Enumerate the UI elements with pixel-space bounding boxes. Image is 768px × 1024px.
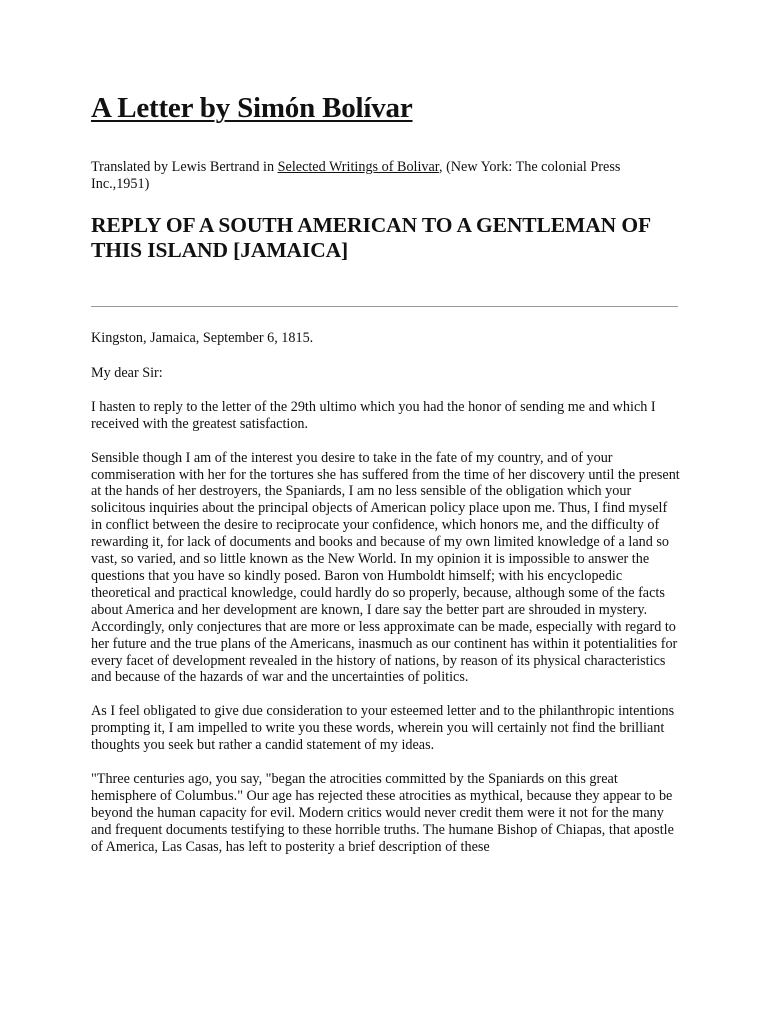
paragraph-2: Sensible though I am of the interest you desire to take in the fate of my country, and of your commiseration with her for the tortures she has suffered from the time of her discovery until the present at the hands of her destroyers, the Spaniards, I am no less sensible of the obligation which your solicitous inquiries about the principal objects of American policy place upon me. Thus, I find myself in conflict between the desire to reciprocate your confidence, which honors me, and the difficulty of rewarding it, for lack of documents and books and because of my own limited knowledge of a land so vast, so varied, and so little known as the New World. In my opinion it is impossible to answer the questions that you have so kindly posed. Baron von Humboldt himself; with his encyclopedic theoretical and practical knowledge, could hardly do so properly, because, although some of the facts about America and her development are known, I dare say the better part are shrouded in mystery. Accordingly, only conjectures that are more or less approximate can be made, especially with regard to her future and the true plans of the Americans, inasmuch as our continent has within it potentialities for every facet of development revealed in the history of nations, by reason of its physical characteristics and because of the hazards of war and the uncertainties of politics. [91, 449, 680, 686]
translator-credit [91, 159, 681, 193]
section-divider [91, 306, 678, 307]
letter-subtitle: REPLY OF A SOUTH AMERICAN TO A GENTLEMAN OF THIS ISLAND [JAMAICA] [91, 213, 651, 262]
translator-suffix: , (New York: The colonial Press Inc.,1951) [91, 159, 621, 192]
paragraph-1: I hasten to reply to the letter of the 29th ultimo which you had the honor of sending me and which I received with the greatest satisfaction. [91, 398, 656, 432]
paragraph-4: "Three centuries ago, you say, "began the atrocities committed by the Spaniards on this great hemisphere of Columbus." Our age has rejected these atrocities as mythical, because they appear to be beyond the human capacity for evil. Modern critics would never credit them were it not for the many and frequent documents testifying to these horrible truths. The humane Bishop of Chiapas, that apostle of America, Las Casas, has left to posterity a brief description of these [91, 771, 674, 855]
translator-prefix: Translated by Lewis Bertrand in [91, 159, 278, 175]
salutation: My dear Sir: [91, 364, 163, 381]
book-title-link[interactable]: Selected Writings of Bolivar [277, 159, 439, 175]
page-title: A Letter by Simón Bolívar [91, 92, 413, 124]
date-line: Kingston, Jamaica, September 6, 1815. [91, 330, 314, 346]
paragraph-3: As I feel obligated to give due consideration to your esteemed letter and to the philanthropic intentions prompting it, I am impelled to write you these words, wherein you will certainly not find the brilliant thoughts you seek but rather a candid statement of my ideas. [91, 703, 675, 754]
letter-body [91, 330, 681, 856]
letter-page [91, 90, 681, 856]
